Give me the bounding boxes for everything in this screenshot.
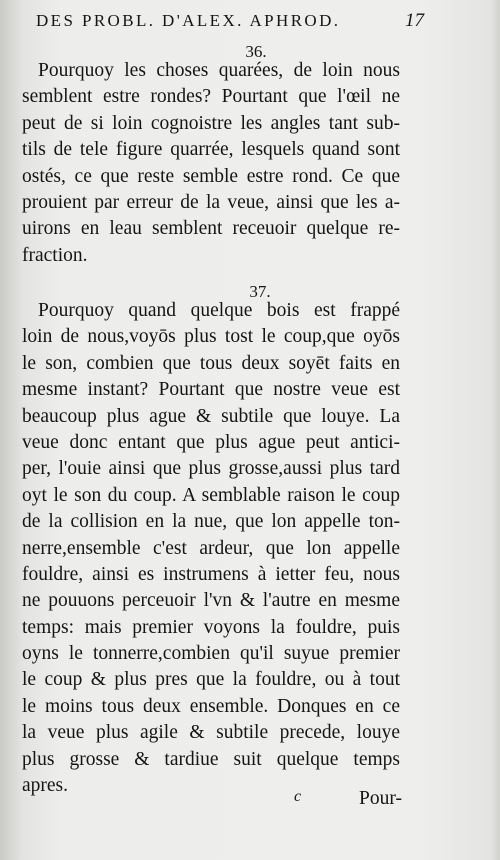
text-line: ne pouuons perceuoir l'vn & l'autre en mesme — [22, 590, 400, 612]
text-line: beaucoup plus ague & subtile que louye. La — [22, 405, 400, 427]
text-line: prouient par erreur de la veue, ainsi que les a- — [22, 191, 400, 213]
signature-mark: c — [294, 788, 302, 805]
text-line: fouldre, ainsi es instrumens à ietter feu, nous — [22, 563, 400, 585]
text-line: temps: mais premier voyons la fouldre, puis — [22, 616, 400, 638]
text-line: peut de si loin cognoistre les angles tant sub- — [22, 112, 400, 134]
section-36-text — [22, 58, 400, 269]
text-line: le son, combien que tous deux soyēt faits en — [22, 352, 400, 374]
text-line: le moins tous deux ensemble. Donques en ce — [22, 695, 400, 717]
page-number: 17 — [405, 10, 424, 31]
catchword: Pour- — [359, 788, 402, 809]
text-line: semblent estre rondes? Pourtant que l'œil ne — [22, 86, 400, 108]
text-line: veue donc entant que plus ague peut antici- — [22, 431, 400, 453]
text-line: nerre,ensemble c'est ardeur, que lon appelle — [22, 537, 400, 559]
text-line: loin de nous,voyōs plus tost le coup,que oyōs — [22, 326, 400, 348]
text-line: oyns le tonnerre,combien qu'il suyue premier — [22, 643, 400, 665]
text-line: fraction. — [22, 244, 88, 266]
text-line: Pourquoy quand quelque bois est frappé — [38, 300, 400, 321]
text-line: apres. — [22, 775, 69, 797]
text-line: le coup & plus pres que la fouldre, ou à tout — [22, 669, 400, 691]
text-line: uirons en leau semblent receuoir quelque re- — [22, 218, 400, 240]
text-line: oyt le son du coup. A semblable raison le coup — [22, 484, 400, 506]
text-line: tils de tele figure quarrée, lesquels quand sont — [22, 139, 400, 161]
text-line: mesme instant? Pourtant que nostre veue est — [22, 379, 400, 401]
text-line: de la collision en la nue, que lon appelle ton- — [22, 511, 400, 533]
text-line: plus grosse & tardiue suit quelque temps — [22, 748, 400, 770]
section-37-text — [22, 298, 400, 799]
text-line: Pourquoy les choses quarées, de loin nous — [38, 60, 400, 81]
section-number: 37. — [249, 282, 271, 301]
running-title: DES PROBL. D'ALEX. APHROD. — [36, 11, 341, 30]
text-line: per, l'ouie ainsi que plus grosse,aussi plus tard — [22, 458, 400, 480]
section-number: 36. — [245, 42, 267, 61]
text-line: la veue plus agile & subtile precede, louye — [22, 722, 400, 744]
text-line: ostés, ce que reste semble estre rond. Ce que — [22, 165, 400, 187]
running-header — [36, 10, 424, 32]
